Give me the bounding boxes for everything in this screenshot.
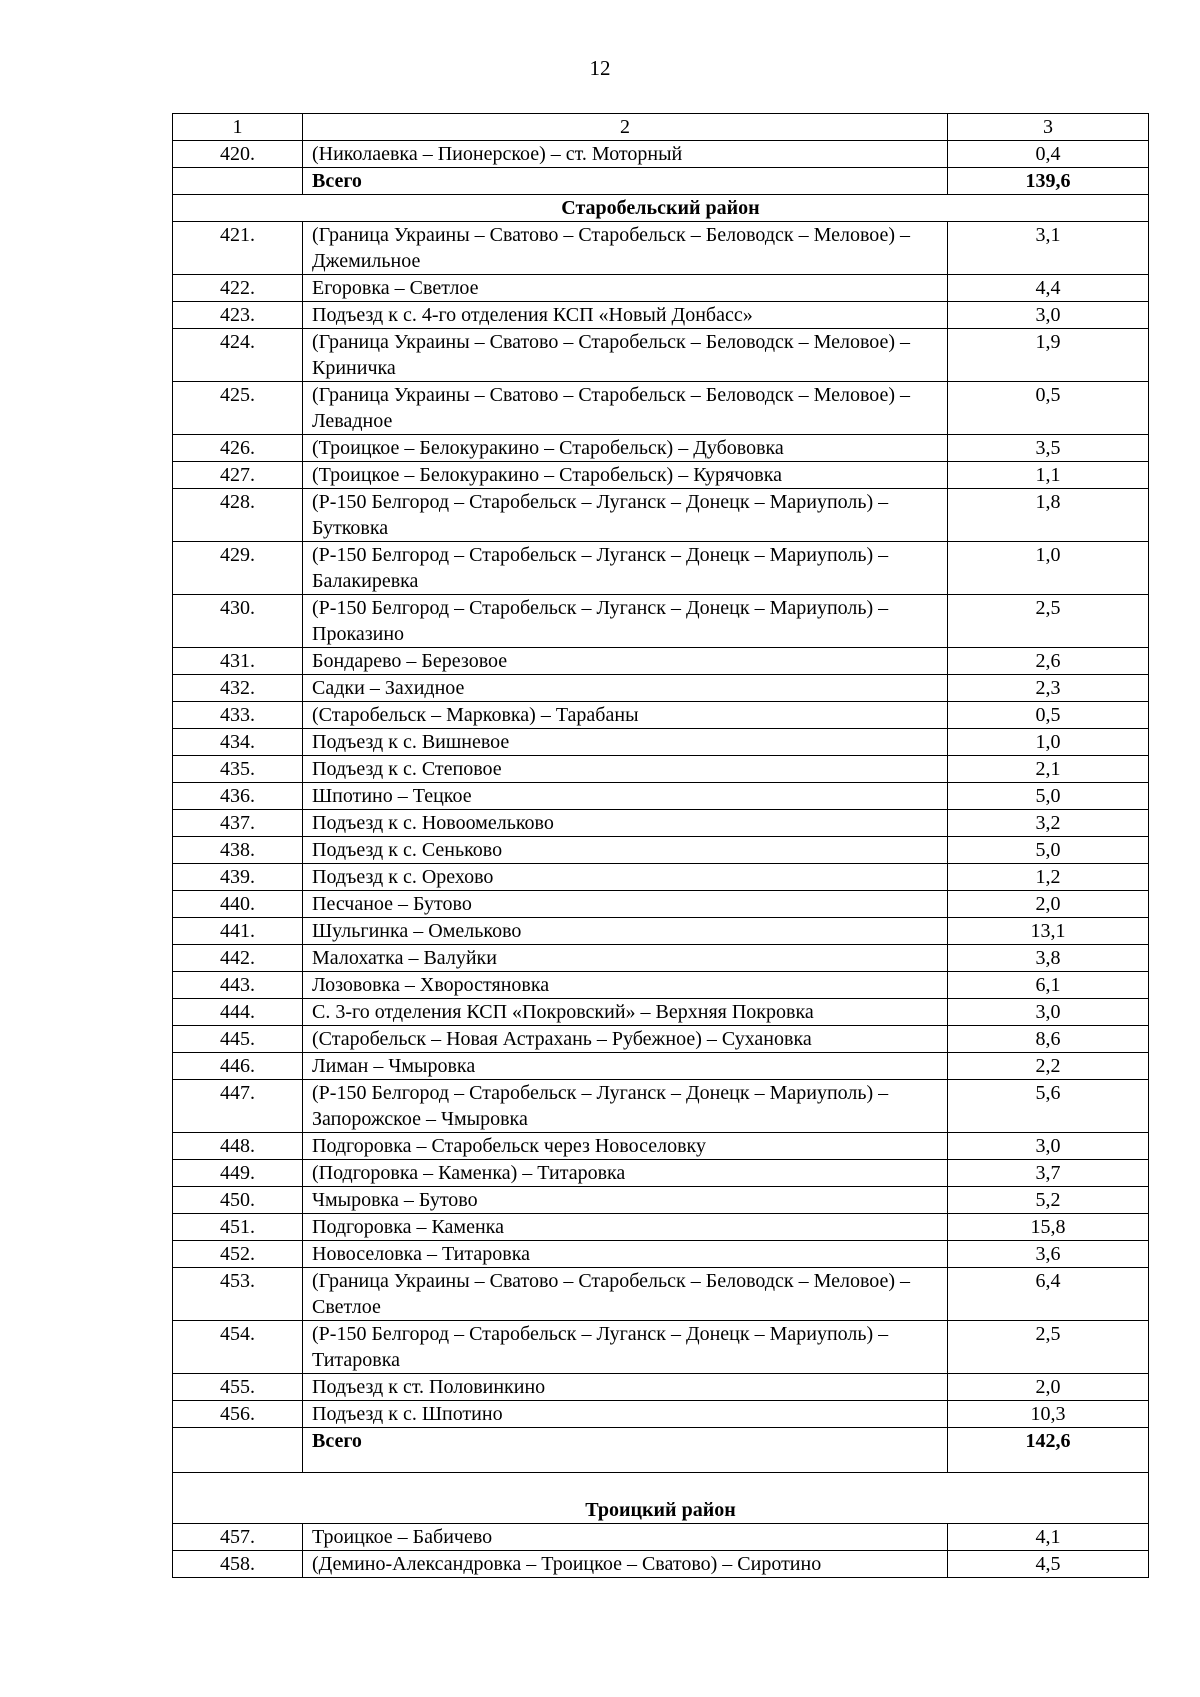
row-number: 443. [173, 972, 303, 999]
road-name: Подъезд к с. Орехово [303, 864, 948, 891]
row-number: 432. [173, 675, 303, 702]
row-number: 452. [173, 1241, 303, 1268]
road-name: Подъезд к с. Шпотино [303, 1401, 948, 1428]
section-header-row [173, 195, 1149, 222]
district-title: Старобельский район [173, 195, 1149, 222]
road-name: (Р-150 Белгород – Старобельск – Луганск – Донецк – Мариуполь) – Титаровка [303, 1321, 948, 1374]
road-length: 2,5 [948, 595, 1149, 648]
road-length: 5,0 [948, 837, 1149, 864]
road-name: Лозововка – Хворостяновка [303, 972, 948, 999]
road-length: 2,2 [948, 1053, 1149, 1080]
row-number: 444. [173, 999, 303, 1026]
row-number: 450. [173, 1187, 303, 1214]
total-label: Всего [303, 1428, 948, 1473]
total-row [173, 168, 1149, 195]
road-name: Подгоровка – Каменка [303, 1214, 948, 1241]
table-row [173, 435, 1149, 462]
row-number: 436. [173, 783, 303, 810]
total-row [173, 1428, 1149, 1473]
total-label: Всего [303, 168, 948, 195]
row-number: 451. [173, 1214, 303, 1241]
table-row [173, 945, 1149, 972]
row-number: 427. [173, 462, 303, 489]
row-number: 423. [173, 302, 303, 329]
row-number: 447. [173, 1080, 303, 1133]
road-length: 3,0 [948, 999, 1149, 1026]
road-length: 15,8 [948, 1214, 1149, 1241]
table-row [173, 1241, 1149, 1268]
road-name: Подъезд к с. Вишневое [303, 729, 948, 756]
table-row [173, 1187, 1149, 1214]
road-length: 3,5 [948, 435, 1149, 462]
table-row [173, 810, 1149, 837]
road-name: Шпотино – Тецкое [303, 783, 948, 810]
empty-cell [173, 168, 303, 195]
page-number: 12 [589, 56, 611, 80]
row-number: 426. [173, 435, 303, 462]
road-name: (Подгоровка – Каменка) – Титаровка [303, 1160, 948, 1187]
table-row [173, 1026, 1149, 1053]
road-length: 1,8 [948, 489, 1149, 542]
table-row [173, 1321, 1149, 1374]
table-row [173, 382, 1149, 435]
road-length: 3,2 [948, 810, 1149, 837]
road-length: 5,0 [948, 783, 1149, 810]
table-row [173, 999, 1149, 1026]
row-number: 455. [173, 1374, 303, 1401]
road-name: С. 3-го отделения КСП «Покровский» – Верхняя Покровка [303, 999, 948, 1026]
road-name: Подъезд к ст. Половинкино [303, 1374, 948, 1401]
table-row [173, 1133, 1149, 1160]
column-header: 1 [173, 114, 303, 141]
road-name: (Граница Украины – Сватово – Старобельск – Беловодск – Меловое) – Криничка [303, 329, 948, 382]
road-length: 10,3 [948, 1401, 1149, 1428]
road-name: (Николаевка – Пионерское) – ст. Моторный [303, 141, 948, 168]
table-row [173, 595, 1149, 648]
district-title: Троицкий район [173, 1473, 1149, 1524]
table-row [173, 1401, 1149, 1428]
row-number: 425. [173, 382, 303, 435]
row-number: 457. [173, 1524, 303, 1551]
road-name: Подъезд к с. 4-го отделения КСП «Новый Донбасс» [303, 302, 948, 329]
total-value: 139,6 [948, 168, 1149, 195]
road-length: 1,0 [948, 542, 1149, 595]
road-name: Малохатка – Валуйки [303, 945, 948, 972]
road-length: 3,0 [948, 1133, 1149, 1160]
road-length: 2,0 [948, 891, 1149, 918]
empty-cell [173, 1428, 303, 1473]
row-number: 430. [173, 595, 303, 648]
road-length: 1,9 [948, 329, 1149, 382]
row-number: 439. [173, 864, 303, 891]
road-name: Бондарево – Березовое [303, 648, 948, 675]
table-row [173, 489, 1149, 542]
table-row [173, 702, 1149, 729]
road-length: 1,1 [948, 462, 1149, 489]
road-length: 4,5 [948, 1551, 1149, 1578]
table-row [173, 837, 1149, 864]
road-list-table [172, 113, 1149, 1578]
row-number: 433. [173, 702, 303, 729]
row-number: 428. [173, 489, 303, 542]
table-row [173, 864, 1149, 891]
row-number: 437. [173, 810, 303, 837]
row-number: 446. [173, 1053, 303, 1080]
road-name: (Р-150 Белгород – Старобельск – Луганск – Донецк – Мариуполь) – Балакиревка [303, 542, 948, 595]
row-number: 424. [173, 329, 303, 382]
road-name: (Р-150 Белгород – Старобельск – Луганск – Донецк – Мариуполь) – Проказино [303, 595, 948, 648]
row-number: 421. [173, 222, 303, 275]
table-row [173, 542, 1149, 595]
road-name: Новоселовка – Титаровка [303, 1241, 948, 1268]
road-name: Садки – Захидное [303, 675, 948, 702]
row-number: 431. [173, 648, 303, 675]
road-length: 1,0 [948, 729, 1149, 756]
table-row [173, 675, 1149, 702]
road-length: 8,6 [948, 1026, 1149, 1053]
row-number: 429. [173, 542, 303, 595]
table-row [173, 329, 1149, 382]
road-length: 6,1 [948, 972, 1149, 999]
road-name: Подъезд к с. Степовое [303, 756, 948, 783]
road-length: 0,5 [948, 702, 1149, 729]
table-row [173, 648, 1149, 675]
table-header-row [173, 114, 1149, 141]
column-header: 2 [303, 114, 948, 141]
row-number: 435. [173, 756, 303, 783]
road-length: 6,4 [948, 1268, 1149, 1321]
total-value: 142,6 [948, 1428, 1149, 1473]
row-number: 454. [173, 1321, 303, 1374]
row-number: 449. [173, 1160, 303, 1187]
road-length: 2,3 [948, 675, 1149, 702]
road-length: 13,1 [948, 918, 1149, 945]
row-number: 440. [173, 891, 303, 918]
row-number: 441. [173, 918, 303, 945]
table-row [173, 918, 1149, 945]
road-name: (Демино-Александровка – Троицкое – Сватово) – Сиротино [303, 1551, 948, 1578]
table-row [173, 1214, 1149, 1241]
table-row [173, 729, 1149, 756]
table-row [173, 783, 1149, 810]
road-name: Лиман – Чмыровка [303, 1053, 948, 1080]
column-header: 3 [948, 114, 1149, 141]
road-name: (Р-150 Белгород – Старобельск – Луганск – Донецк – Мариуполь) – Бутковка [303, 489, 948, 542]
road-name: Подъезд к с. Сеньково [303, 837, 948, 864]
row-number: 458. [173, 1551, 303, 1578]
table-row [173, 1053, 1149, 1080]
road-name: Егоровка – Светлое [303, 275, 948, 302]
road-length: 5,6 [948, 1080, 1149, 1133]
table-row [173, 1551, 1149, 1578]
row-number: 422. [173, 275, 303, 302]
table-row [173, 1160, 1149, 1187]
road-name: Песчаное – Бутово [303, 891, 948, 918]
table-row [173, 141, 1149, 168]
road-length: 4,1 [948, 1524, 1149, 1551]
road-length: 0,4 [948, 141, 1149, 168]
road-name: Подъезд к с. Новоомельково [303, 810, 948, 837]
road-name: (Троицкое – Белокуракино – Старобельск) – Дубововка [303, 435, 948, 462]
road-length: 2,6 [948, 648, 1149, 675]
row-number: 456. [173, 1401, 303, 1428]
table-row [173, 302, 1149, 329]
road-length: 2,0 [948, 1374, 1149, 1401]
road-length: 3,8 [948, 945, 1149, 972]
road-name: (Старобельск – Марковка) – Тарабаны [303, 702, 948, 729]
table-row [173, 891, 1149, 918]
row-number: 438. [173, 837, 303, 864]
road-name: (Р-150 Белгород – Старобельск – Луганск – Донецк – Мариуполь) – Запорожское – Чмыровка [303, 1080, 948, 1133]
road-length: 3,7 [948, 1160, 1149, 1187]
row-number: 434. [173, 729, 303, 756]
table-row [173, 1080, 1149, 1133]
row-number: 420. [173, 141, 303, 168]
row-number: 453. [173, 1268, 303, 1321]
road-name: (Граница Украины – Сватово – Старобельск – Беловодск – Меловое) – Левадное [303, 382, 948, 435]
road-length: 3,1 [948, 222, 1149, 275]
table-row [173, 756, 1149, 783]
road-name: Шульгинка – Омельково [303, 918, 948, 945]
road-name: Подгоровка – Старобельск через Новоселовку [303, 1133, 948, 1160]
section-header-row [173, 1473, 1149, 1524]
row-number: 445. [173, 1026, 303, 1053]
road-name: Троицкое – Бабичево [303, 1524, 948, 1551]
road-length: 0,5 [948, 382, 1149, 435]
row-number: 442. [173, 945, 303, 972]
road-name: (Старобельск – Новая Астрахань – Рубежное) – Сухановка [303, 1026, 948, 1053]
table-row [173, 1524, 1149, 1551]
road-length: 2,1 [948, 756, 1149, 783]
table-row [173, 1268, 1149, 1321]
table-row [173, 275, 1149, 302]
row-number: 448. [173, 1133, 303, 1160]
road-length: 3,0 [948, 302, 1149, 329]
road-length: 2,5 [948, 1321, 1149, 1374]
road-length: 4,4 [948, 275, 1149, 302]
road-length: 1,2 [948, 864, 1149, 891]
table-row [173, 462, 1149, 489]
road-name: (Граница Украины – Сватово – Старобельск – Беловодск – Меловое) – Светлое [303, 1268, 948, 1321]
road-name: (Троицкое – Белокуракино – Старобельск) – Курячовка [303, 462, 948, 489]
road-length: 5,2 [948, 1187, 1149, 1214]
road-length: 3,6 [948, 1241, 1149, 1268]
table-row [173, 972, 1149, 999]
table-row [173, 222, 1149, 275]
table-row [173, 1374, 1149, 1401]
road-name: (Граница Украины – Сватово – Старобельск – Беловодск – Меловое) – Джемильное [303, 222, 948, 275]
road-name: Чмыровка – Бутово [303, 1187, 948, 1214]
